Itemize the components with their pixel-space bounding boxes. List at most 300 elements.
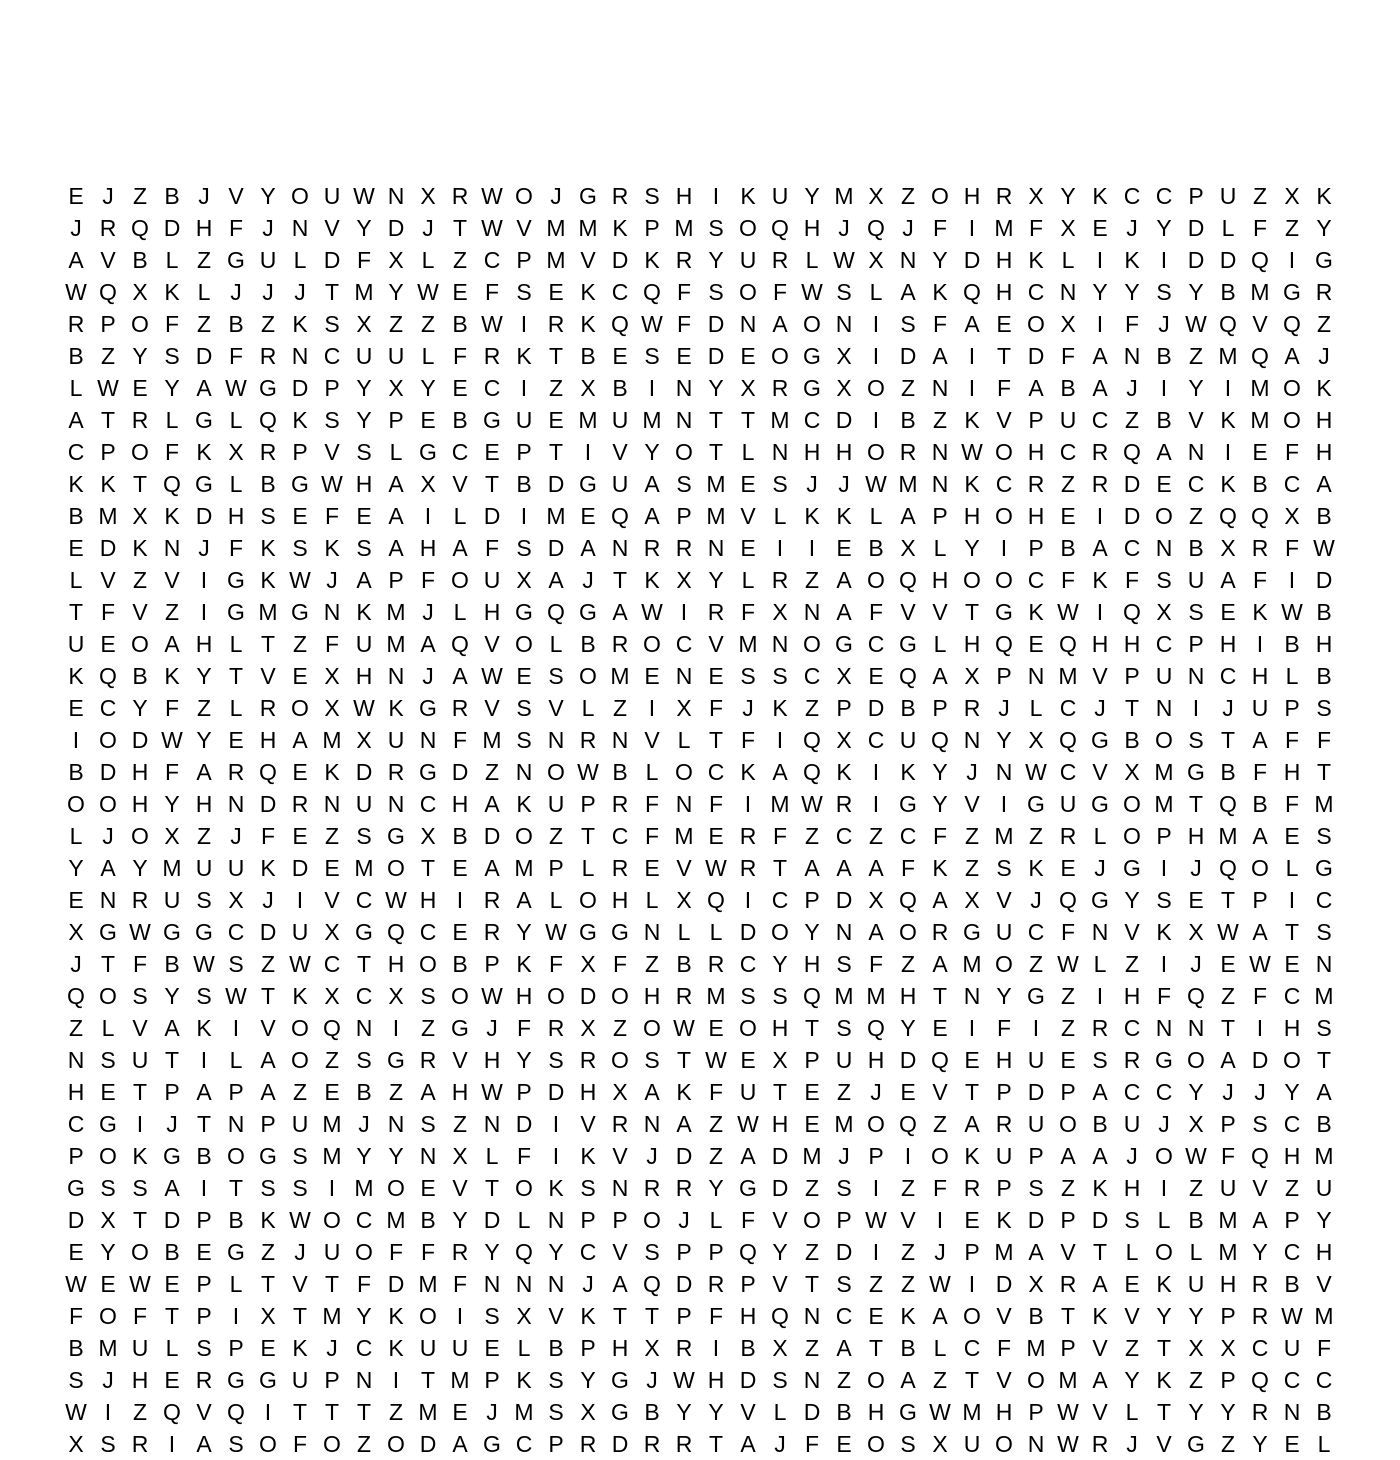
letter-cell[interactable]: A — [292, 727, 308, 753]
letter-cell[interactable]: S — [260, 503, 276, 529]
letter-cell[interactable]: Z — [644, 951, 660, 977]
letter-cell[interactable]: K — [68, 663, 84, 689]
letter-cell[interactable]: F — [164, 311, 180, 337]
letter-cell[interactable]: D — [483, 1207, 501, 1233]
letter-cell[interactable]: L — [517, 1207, 531, 1233]
letter-cell[interactable]: C — [867, 727, 885, 753]
letter-cell[interactable]: N — [515, 1271, 533, 1297]
letter-cell[interactable]: M — [418, 1399, 438, 1425]
letter-cell[interactable]: A — [1252, 919, 1268, 945]
letter-cell[interactable]: D — [1091, 1207, 1109, 1233]
letter-cell[interactable]: N — [1155, 695, 1173, 721]
letter-cell[interactable]: R — [67, 311, 85, 337]
letter-cell[interactable]: R — [899, 439, 917, 465]
letter-cell[interactable]: C — [1283, 1239, 1301, 1265]
letter-cell[interactable]: I — [1160, 855, 1168, 881]
letter-cell[interactable]: N — [1155, 535, 1173, 561]
letter-cell[interactable]: R — [1251, 1303, 1269, 1329]
letter-cell[interactable]: S — [676, 471, 692, 497]
letter-cell[interactable]: W — [385, 887, 407, 913]
letter-cell[interactable]: F — [324, 503, 340, 529]
letter-cell[interactable]: F — [1252, 567, 1268, 593]
letter-cell[interactable]: K — [1028, 247, 1044, 273]
letter-cell[interactable]: K — [1220, 471, 1236, 497]
letter-cell[interactable]: F — [516, 1143, 532, 1169]
letter-cell[interactable]: B — [1188, 1207, 1204, 1233]
letter-cell[interactable]: K — [836, 503, 852, 529]
letter-cell[interactable]: B — [68, 503, 84, 529]
letter-cell[interactable]: C — [803, 663, 821, 689]
letter-cell[interactable]: A — [260, 1047, 276, 1073]
letter-cell[interactable]: M — [770, 407, 790, 433]
letter-cell[interactable]: J — [838, 471, 850, 497]
letter-cell[interactable]: O — [867, 375, 885, 401]
letter-cell[interactable]: Y — [932, 247, 948, 273]
letter-cell[interactable]: Y — [1092, 279, 1108, 305]
letter-cell[interactable]: R — [643, 1431, 661, 1457]
letter-cell[interactable]: Z — [900, 1175, 916, 1201]
letter-cell[interactable]: M — [514, 1399, 534, 1425]
letter-cell[interactable]: L — [869, 503, 883, 529]
letter-cell[interactable]: K — [580, 1303, 596, 1329]
letter-cell[interactable]: A — [1252, 1207, 1268, 1233]
letter-cell[interactable]: X — [388, 375, 404, 401]
letter-cell[interactable]: G — [739, 1175, 757, 1201]
letter-cell[interactable]: N — [547, 727, 565, 753]
letter-cell[interactable]: G — [899, 631, 917, 657]
letter-cell[interactable]: M — [1218, 343, 1238, 369]
letter-cell[interactable]: A — [836, 599, 852, 625]
letter-cell[interactable]: I — [328, 1175, 336, 1201]
letter-cell[interactable]: E — [964, 1047, 980, 1073]
letter-cell[interactable]: R — [675, 1175, 693, 1201]
letter-cell[interactable]: F — [228, 343, 244, 369]
letter-cell[interactable]: Y — [1188, 375, 1204, 401]
letter-cell[interactable]: J — [1126, 1431, 1138, 1457]
letter-cell[interactable]: S — [292, 1143, 308, 1169]
letter-cell[interactable]: F — [452, 343, 468, 369]
letter-cell[interactable]: K — [292, 311, 308, 337]
letter-cell[interactable]: S — [772, 663, 788, 689]
letter-cell[interactable]: L — [69, 375, 83, 401]
letter-cell[interactable]: I — [200, 567, 208, 593]
letter-cell[interactable]: A — [164, 1015, 180, 1041]
letter-cell[interactable]: O — [675, 759, 693, 785]
letter-cell[interactable]: Y — [1284, 1079, 1300, 1105]
letter-cell[interactable]: D — [739, 919, 757, 945]
letter-cell[interactable]: E — [516, 663, 532, 689]
letter-cell[interactable]: R — [483, 343, 501, 369]
letter-cell[interactable]: M — [674, 823, 694, 849]
letter-cell[interactable]: P — [196, 1207, 212, 1233]
letter-cell[interactable]: I — [520, 503, 528, 529]
letter-cell[interactable]: D — [291, 375, 309, 401]
letter-cell[interactable]: C — [419, 791, 437, 817]
letter-cell[interactable]: F — [260, 823, 276, 849]
letter-cell[interactable]: A — [100, 855, 116, 881]
letter-cell[interactable]: Y — [708, 247, 724, 273]
letter-cell[interactable]: M — [482, 727, 502, 753]
letter-cell[interactable]: W — [833, 247, 855, 273]
letter-cell[interactable]: J — [742, 695, 754, 721]
letter-cell[interactable]: Q — [1123, 439, 1141, 465]
letter-cell[interactable]: I — [744, 887, 752, 913]
letter-cell[interactable]: I — [552, 1111, 560, 1137]
letter-cell[interactable]: J — [1158, 1111, 1170, 1137]
letter-cell[interactable]: T — [164, 1047, 180, 1073]
letter-cell[interactable]: J — [1030, 887, 1042, 913]
letter-cell[interactable]: L — [1093, 951, 1107, 977]
letter-cell[interactable]: T — [484, 471, 500, 497]
letter-cell[interactable]: O — [1155, 503, 1173, 529]
letter-cell[interactable]: B — [1316, 1399, 1332, 1425]
letter-cell[interactable]: P — [964, 1239, 980, 1265]
letter-cell[interactable]: W — [1057, 1431, 1079, 1457]
letter-cell[interactable]: Z — [708, 1111, 724, 1137]
letter-cell[interactable]: H — [579, 1079, 597, 1105]
letter-cell[interactable]: Y — [452, 1207, 468, 1233]
letter-cell[interactable]: C — [1315, 1367, 1333, 1393]
letter-cell[interactable]: S — [644, 343, 660, 369]
letter-cell[interactable]: V — [452, 471, 468, 497]
letter-cell[interactable]: K — [100, 471, 116, 497]
letter-cell[interactable]: E — [68, 887, 84, 913]
letter-cell[interactable]: T — [260, 631, 276, 657]
letter-cell[interactable]: E — [1284, 951, 1300, 977]
letter-cell[interactable]: A — [452, 663, 468, 689]
letter-cell[interactable]: I — [264, 1399, 272, 1425]
letter-cell[interactable]: K — [900, 1303, 916, 1329]
letter-cell[interactable]: I — [712, 183, 720, 209]
letter-cell[interactable]: H — [643, 983, 661, 1009]
letter-cell[interactable]: T — [356, 1399, 372, 1425]
letter-cell[interactable]: R — [1091, 1431, 1109, 1457]
letter-cell[interactable]: P — [324, 375, 340, 401]
letter-cell[interactable]: F — [708, 1079, 724, 1105]
letter-cell[interactable]: G — [1091, 727, 1109, 753]
letter-cell[interactable]: W — [865, 1207, 887, 1233]
letter-cell[interactable]: X — [868, 887, 884, 913]
letter-cell[interactable]: V — [932, 1079, 948, 1105]
letter-cell[interactable]: B — [452, 407, 468, 433]
letter-cell[interactable]: M — [834, 1111, 854, 1137]
letter-cell[interactable]: S — [772, 471, 788, 497]
letter-cell[interactable]: Z — [1124, 407, 1140, 433]
letter-cell[interactable]: Y — [1188, 1303, 1204, 1329]
letter-cell[interactable]: E — [196, 1239, 212, 1265]
letter-cell[interactable]: J — [1126, 215, 1138, 241]
letter-cell[interactable]: S — [292, 1175, 308, 1201]
letter-cell[interactable]: Z — [356, 1431, 372, 1457]
letter-cell[interactable]: R — [547, 1015, 565, 1041]
letter-cell[interactable]: U — [1123, 1111, 1141, 1137]
letter-cell[interactable]: F — [164, 439, 180, 465]
letter-cell[interactable]: R — [259, 343, 277, 369]
letter-cell[interactable]: E — [100, 1079, 116, 1105]
letter-cell[interactable]: A — [1060, 1143, 1076, 1169]
letter-cell[interactable]: C — [355, 983, 373, 1009]
letter-cell[interactable]: S — [644, 1239, 660, 1265]
letter-cell[interactable]: J — [294, 279, 306, 305]
letter-cell[interactable]: V — [1092, 1399, 1108, 1425]
letter-cell[interactable]: F — [996, 1335, 1012, 1361]
letter-cell[interactable]: A — [612, 599, 628, 625]
letter-cell[interactable]: W — [97, 375, 119, 401]
letter-cell[interactable]: A — [900, 279, 916, 305]
letter-cell[interactable]: B — [1060, 535, 1076, 561]
letter-cell[interactable]: S — [740, 663, 756, 689]
letter-cell[interactable]: N — [803, 1303, 821, 1329]
letter-cell[interactable]: T — [964, 599, 980, 625]
letter-cell[interactable]: N — [483, 1271, 501, 1297]
letter-cell[interactable]: K — [548, 1175, 564, 1201]
letter-cell[interactable]: Y — [772, 951, 788, 977]
letter-cell[interactable]: V — [1156, 1431, 1172, 1457]
letter-cell[interactable]: Z — [612, 695, 628, 721]
letter-cell[interactable]: X — [388, 983, 404, 1009]
letter-cell[interactable]: A — [196, 1431, 212, 1457]
letter-cell[interactable]: E — [932, 1015, 948, 1041]
letter-cell[interactable]: U — [899, 727, 917, 753]
letter-cell[interactable]: K — [324, 759, 340, 785]
letter-cell[interactable]: Q — [1251, 503, 1269, 529]
letter-cell[interactable]: Z — [452, 1111, 468, 1137]
letter-cell[interactable]: H — [1283, 759, 1301, 785]
letter-cell[interactable]: X — [1284, 503, 1300, 529]
letter-cell[interactable]: O — [803, 631, 821, 657]
letter-cell[interactable]: D — [771, 1175, 789, 1201]
letter-cell[interactable]: P — [868, 1143, 884, 1169]
letter-cell[interactable]: O — [515, 1175, 533, 1201]
letter-cell[interactable]: T — [292, 1399, 308, 1425]
letter-cell[interactable]: S — [644, 183, 660, 209]
letter-cell[interactable]: A — [68, 247, 84, 273]
letter-cell[interactable]: V — [612, 1239, 628, 1265]
letter-cell[interactable]: B — [1220, 759, 1236, 785]
letter-cell[interactable]: H — [419, 535, 437, 561]
letter-cell[interactable]: B — [1252, 471, 1268, 497]
letter-cell[interactable]: O — [963, 1303, 981, 1329]
letter-cell[interactable]: I — [1288, 567, 1296, 593]
letter-cell[interactable]: D — [547, 535, 565, 561]
letter-cell[interactable]: E — [1060, 503, 1076, 529]
letter-cell[interactable]: C — [483, 375, 501, 401]
letter-cell[interactable]: E — [452, 855, 468, 881]
letter-cell[interactable]: Q — [611, 503, 629, 529]
letter-cell[interactable]: M — [514, 855, 534, 881]
letter-cell[interactable]: T — [804, 1271, 820, 1297]
letter-cell[interactable]: Z — [836, 1079, 852, 1105]
letter-cell[interactable]: Q — [131, 215, 149, 241]
letter-cell[interactable]: X — [132, 279, 148, 305]
letter-cell[interactable]: Q — [1187, 983, 1205, 1009]
letter-cell[interactable]: H — [355, 663, 373, 689]
letter-cell[interactable]: X — [324, 919, 340, 945]
letter-cell[interactable]: F — [1060, 919, 1076, 945]
letter-cell[interactable]: K — [836, 759, 852, 785]
letter-cell[interactable]: Z — [1188, 343, 1204, 369]
letter-cell[interactable]: I — [1096, 983, 1104, 1009]
letter-cell[interactable]: J — [1190, 855, 1202, 881]
letter-cell[interactable]: N — [1315, 951, 1333, 977]
letter-cell[interactable]: G — [1155, 1047, 1173, 1073]
letter-cell[interactable]: O — [995, 503, 1013, 529]
letter-cell[interactable]: D — [195, 503, 213, 529]
letter-cell[interactable]: X — [324, 695, 340, 721]
letter-cell[interactable]: N — [67, 1047, 85, 1073]
letter-cell[interactable]: G — [1123, 855, 1141, 881]
letter-cell[interactable]: M — [354, 279, 374, 305]
letter-cell[interactable]: U — [291, 1367, 309, 1393]
letter-cell[interactable]: H — [131, 759, 149, 785]
letter-cell[interactable]: N — [771, 439, 789, 465]
letter-cell[interactable]: Z — [388, 1079, 404, 1105]
letter-cell[interactable]: A — [1028, 1239, 1044, 1265]
letter-cell[interactable]: G — [163, 919, 181, 945]
letter-cell[interactable]: C — [1059, 439, 1077, 465]
letter-cell[interactable]: S — [1092, 1047, 1108, 1073]
letter-cell[interactable]: J — [838, 1143, 850, 1169]
letter-cell[interactable]: I — [584, 439, 592, 465]
letter-cell[interactable]: V — [612, 1143, 628, 1169]
letter-cell[interactable]: Q — [547, 599, 565, 625]
letter-cell[interactable]: O — [387, 855, 405, 881]
letter-cell[interactable]: T — [420, 855, 436, 881]
letter-cell[interactable]: W — [1057, 599, 1079, 625]
letter-cell[interactable]: S — [356, 1047, 372, 1073]
letter-cell[interactable]: G — [387, 823, 405, 849]
letter-cell[interactable]: S — [1156, 567, 1172, 593]
letter-cell[interactable]: D — [1027, 343, 1045, 369]
letter-cell[interactable]: E — [804, 1111, 820, 1137]
letter-cell[interactable]: N — [835, 919, 853, 945]
letter-cell[interactable]: F — [612, 951, 628, 977]
letter-cell[interactable]: I — [904, 1143, 912, 1169]
letter-cell[interactable]: G — [163, 1143, 181, 1169]
letter-cell[interactable]: A — [68, 407, 84, 433]
letter-cell[interactable]: N — [323, 599, 341, 625]
letter-cell[interactable]: P — [228, 1079, 244, 1105]
letter-cell[interactable]: V — [1316, 1271, 1332, 1297]
letter-cell[interactable]: E — [164, 1367, 180, 1393]
letter-cell[interactable]: X — [932, 1431, 948, 1457]
letter-cell[interactable]: E — [1188, 887, 1204, 913]
letter-cell[interactable]: G — [419, 439, 437, 465]
letter-cell[interactable]: X — [964, 663, 980, 689]
letter-cell[interactable]: O — [867, 439, 885, 465]
letter-cell[interactable]: S — [836, 279, 852, 305]
letter-cell[interactable]: X — [676, 695, 692, 721]
letter-cell[interactable]: D — [1315, 567, 1333, 593]
letter-cell[interactable]: T — [772, 1079, 788, 1105]
letter-cell[interactable]: W — [801, 279, 823, 305]
letter-cell[interactable]: G — [611, 1367, 629, 1393]
letter-cell[interactable]: M — [1058, 1367, 1078, 1393]
letter-cell[interactable]: O — [739, 215, 757, 241]
letter-cell[interactable]: F — [452, 1271, 468, 1297]
letter-cell[interactable]: K — [644, 247, 660, 273]
letter-cell[interactable]: N — [291, 215, 309, 241]
letter-cell[interactable]: A — [1092, 1367, 1108, 1393]
letter-cell[interactable]: A — [452, 1431, 468, 1457]
letter-cell[interactable]: S — [484, 1303, 500, 1329]
letter-cell[interactable]: A — [1092, 535, 1108, 561]
letter-cell[interactable]: X — [68, 919, 84, 945]
letter-cell[interactable]: S — [132, 983, 148, 1009]
letter-cell[interactable]: Q — [931, 727, 949, 753]
letter-cell[interactable]: J — [198, 183, 210, 209]
letter-cell[interactable]: T — [1188, 791, 1204, 817]
letter-cell[interactable]: A — [1092, 1079, 1108, 1105]
letter-cell[interactable]: K — [1028, 855, 1044, 881]
letter-cell[interactable]: W — [481, 983, 503, 1009]
letter-cell[interactable]: Z — [196, 823, 212, 849]
letter-cell[interactable]: Q — [1059, 631, 1077, 657]
letter-cell[interactable]: Y — [420, 375, 436, 401]
letter-cell[interactable]: F — [708, 1303, 724, 1329]
letter-cell[interactable]: W — [801, 791, 823, 817]
letter-cell[interactable]: D — [419, 1431, 437, 1457]
letter-cell[interactable]: M — [418, 1271, 438, 1297]
letter-cell[interactable]: R — [483, 887, 501, 913]
letter-cell[interactable]: M — [1058, 663, 1078, 689]
letter-cell[interactable]: F — [356, 1271, 372, 1297]
letter-cell[interactable]: F — [996, 1015, 1012, 1041]
letter-cell[interactable]: L — [709, 1207, 723, 1233]
letter-cell[interactable]: O — [291, 1015, 309, 1041]
letter-cell[interactable]: F — [484, 535, 500, 561]
letter-cell[interactable]: H — [1283, 1143, 1301, 1169]
letter-cell[interactable]: I — [520, 375, 528, 401]
letter-cell[interactable]: Y — [260, 183, 276, 209]
letter-cell[interactable]: H — [995, 247, 1013, 273]
letter-cell[interactable]: U — [1187, 567, 1205, 593]
letter-cell[interactable]: Y — [1188, 1399, 1204, 1425]
letter-cell[interactable]: Q — [1219, 791, 1237, 817]
letter-cell[interactable]: P — [804, 887, 820, 913]
letter-cell[interactable]: Z — [196, 311, 212, 337]
letter-cell[interactable]: S — [356, 535, 372, 561]
letter-cell[interactable]: E — [1284, 823, 1300, 849]
letter-cell[interactable]: S — [1188, 727, 1204, 753]
letter-cell[interactable]: G — [67, 1175, 85, 1201]
letter-cell[interactable]: S — [228, 1431, 244, 1457]
letter-cell[interactable]: C — [867, 631, 885, 657]
letter-cell[interactable]: Q — [899, 663, 917, 689]
letter-cell[interactable]: H — [1315, 407, 1333, 433]
letter-cell[interactable]: J — [646, 1367, 658, 1393]
letter-cell[interactable]: G — [195, 919, 213, 945]
letter-cell[interactable]: R — [451, 695, 469, 721]
letter-cell[interactable]: L — [581, 695, 595, 721]
letter-cell[interactable]: L — [677, 727, 691, 753]
letter-cell[interactable]: F — [1028, 215, 1044, 241]
letter-cell[interactable]: S — [260, 1175, 276, 1201]
letter-cell[interactable]: F — [644, 791, 660, 817]
letter-cell[interactable]: U — [419, 1335, 437, 1361]
letter-cell[interactable]: R — [675, 247, 693, 273]
letter-cell[interactable]: B — [676, 951, 692, 977]
letter-cell[interactable]: Z — [1060, 983, 1076, 1009]
letter-cell[interactable]: C — [323, 951, 341, 977]
letter-cell[interactable]: X — [228, 439, 244, 465]
letter-cell[interactable]: H — [867, 1399, 885, 1425]
letter-cell[interactable]: K — [612, 215, 628, 241]
letter-cell[interactable]: Z — [68, 1015, 84, 1041]
letter-cell[interactable]: G — [1315, 855, 1333, 881]
letter-cell[interactable]: O — [803, 311, 821, 337]
letter-cell[interactable]: J — [166, 1111, 178, 1137]
